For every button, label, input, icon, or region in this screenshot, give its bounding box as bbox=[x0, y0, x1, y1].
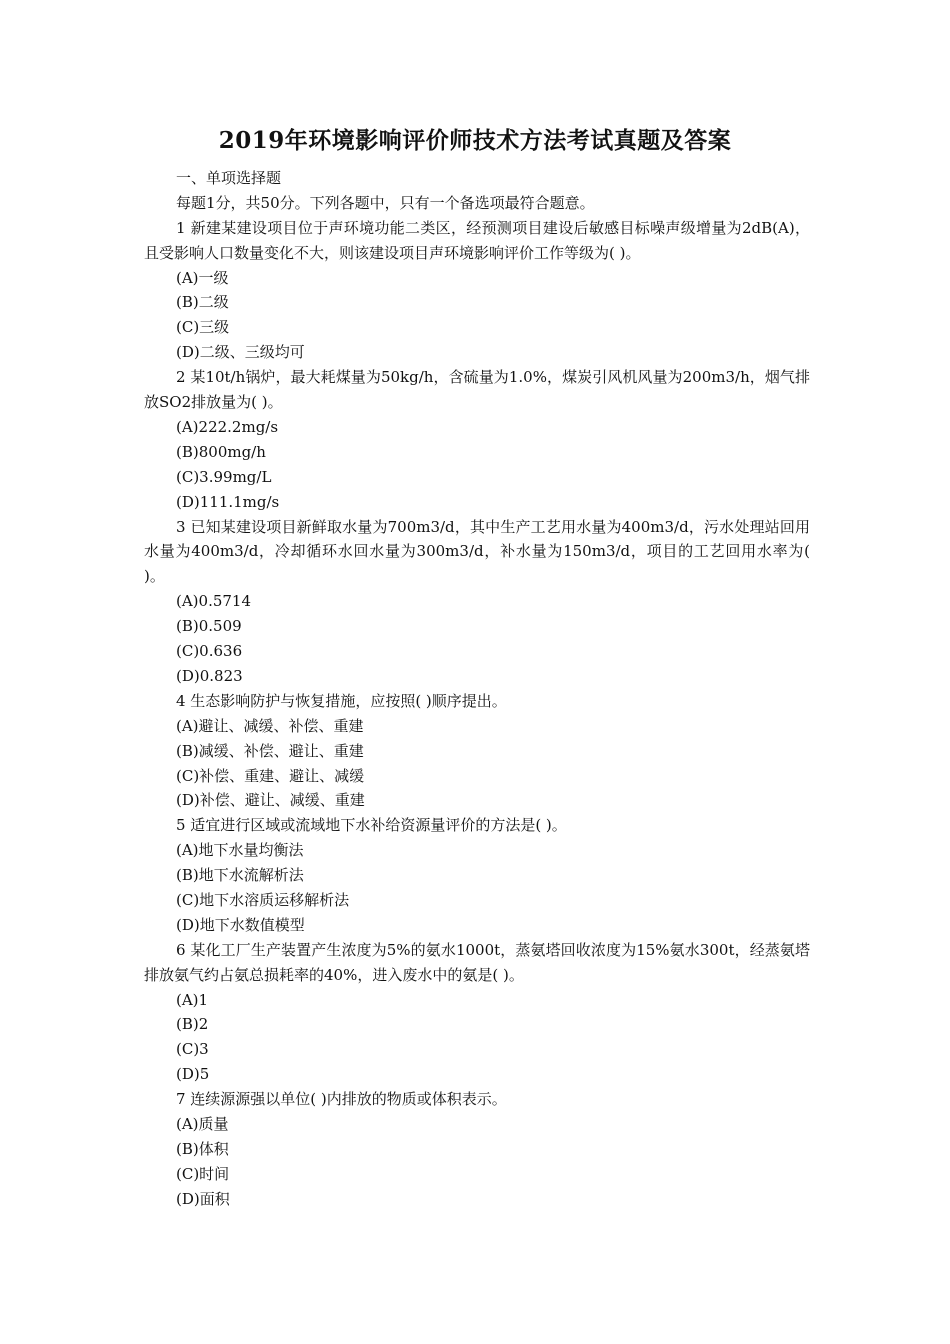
question-2-option-d: (D)111.1mg/s bbox=[176, 492, 280, 511]
question-3-option-c: (C)0.636 bbox=[176, 642, 243, 661]
question-6-option-b: (B)2 bbox=[176, 1015, 209, 1034]
question-7-option-a: (A)质量 bbox=[176, 1115, 229, 1134]
question-6-option-c: (C)3 bbox=[176, 1040, 209, 1059]
question-5-option-a: (A)地下水量均衡法 bbox=[176, 841, 304, 860]
question-6-text: 6 某化工厂生产装置产生浓度为5%的氨水1000t，蒸氨塔回收浓度为15%氨水300t，经蒸氨塔排放氨气约占氨总损耗率的40%，进入废水中的氨是( )。 bbox=[144, 940, 810, 984]
section-heading: 一、单项选择题 bbox=[176, 169, 282, 187]
question-2-text: 2 某10t/h锅炉，最大耗煤量为50kg/h，含硫量为1.0%，煤炭引风机风量为200m3/h，烟气排放SO2排放量为( )。 bbox=[144, 368, 810, 412]
question-4-option-d: (D)补偿、避让、减缓、重建 bbox=[176, 791, 365, 810]
question-5-option-b: (B)地下水流解析法 bbox=[176, 866, 304, 885]
question-7-text: 7 连续源源强以单位( )内排放的物质或体积表示。 bbox=[176, 1090, 507, 1109]
question-3-option-d: (D)0.823 bbox=[176, 666, 243, 685]
question-3-option-b: (B)0.509 bbox=[176, 617, 242, 636]
question-3-option-a: (A)0.5714 bbox=[176, 592, 252, 611]
instruction-text: 每题1分，共50分。下列各题中，只有一个备选项最符合题意。 bbox=[176, 193, 595, 212]
question-3-text: 3 已知某建设项目新鲜取水量为700m3/d，其中生产工艺用水量为400m3/d，污水处理站回用水量为400m3/d，冷却循环水回水量为300m3/d，补水量为150m3/d，项目的工艺回用水率为( )。 bbox=[144, 517, 810, 586]
question-2-option-a: (A)222.2mg/s bbox=[176, 417, 279, 436]
question-4-option-c: (C)补偿、重建、避让、减缓 bbox=[176, 766, 365, 785]
document-title: 2019年环境影响评价师技术方法考试真题及答案 bbox=[218, 127, 732, 154]
question-1-option-c: (C)三级 bbox=[176, 318, 230, 337]
question-5-text: 5 适宜进行区域或流域地下水补给资源量评价的方法是( )。 bbox=[176, 816, 567, 835]
document-body bbox=[144, 166, 810, 1212]
question-4-text: 4 生态影响防护与恢复措施，应按照( )顺序提出。 bbox=[176, 691, 507, 710]
question-7-option-b: (B)体积 bbox=[176, 1139, 229, 1158]
question-4-option-a: (A)避让、减缓、补偿、重建 bbox=[176, 716, 364, 735]
question-2-option-b: (B)800mg/h bbox=[176, 442, 266, 461]
question-1-option-b: (B)二级 bbox=[176, 293, 229, 312]
question-7-option-d: (D)面积 bbox=[176, 1189, 230, 1208]
question-5-option-d: (D)地下水数值模型 bbox=[176, 915, 305, 934]
question-1-text: 1 新建某建设项目位于声环境功能二类区，经预测项目建设后敏感目标噪声级增量为2dB(A)，且受影响人口数量变化不大，则该建设项目声环境影响评价工作等级为( )。 bbox=[144, 218, 810, 262]
question-1-option-d: (D)二级、三级均可 bbox=[176, 343, 305, 362]
question-6-option-d: (D)5 bbox=[176, 1065, 210, 1084]
question-7-option-c: (C)时间 bbox=[176, 1164, 230, 1183]
question-6-option-a: (A)1 bbox=[176, 990, 209, 1009]
question-2-option-c: (C)3.99mg/L bbox=[176, 467, 272, 486]
question-4-option-b: (B)减缓、补偿、避让、重建 bbox=[176, 741, 364, 760]
question-5-option-c: (C)地下水溶质运移解析法 bbox=[176, 890, 350, 909]
question-1-option-a: (A)一级 bbox=[176, 268, 229, 287]
